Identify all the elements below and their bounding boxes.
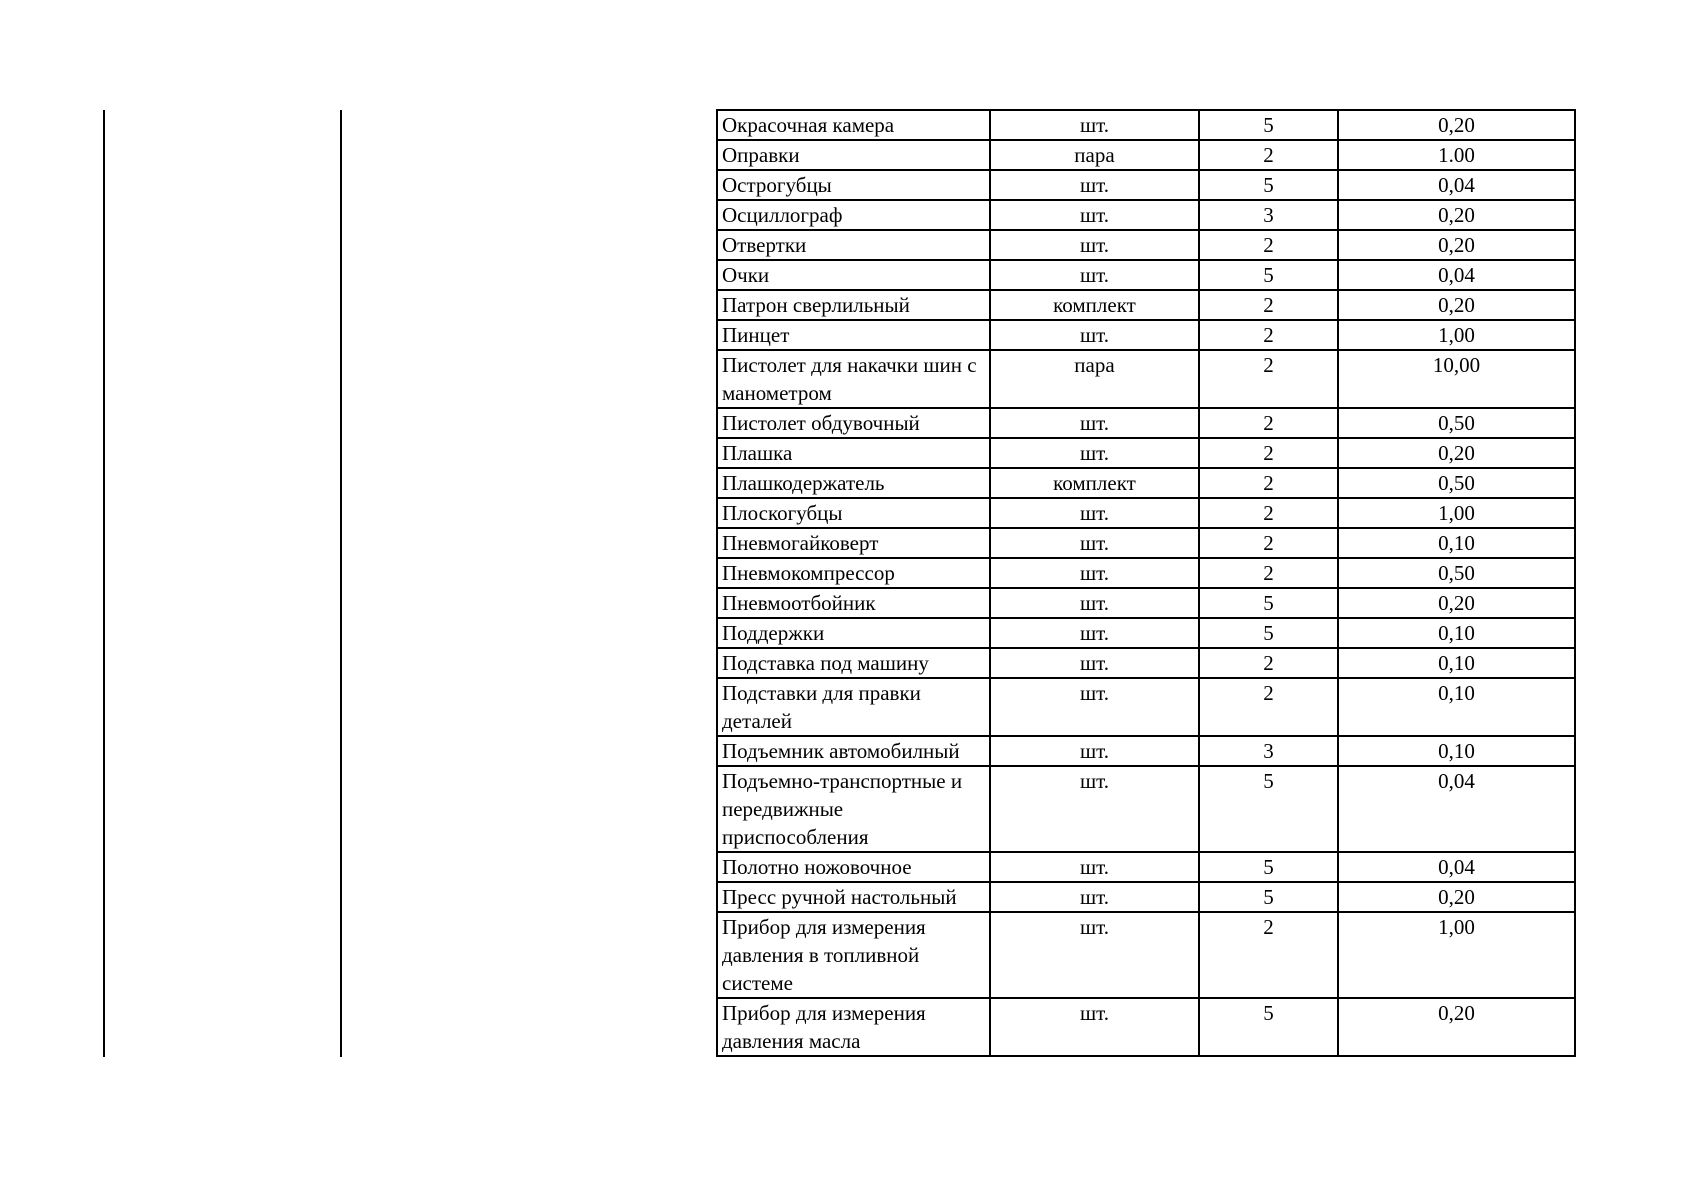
- coefficient-cell: 0,04: [1338, 852, 1575, 882]
- unit-cell: шт.: [990, 618, 1199, 648]
- item-name-cell: Очки: [717, 260, 990, 290]
- middle-border-line: [340, 110, 342, 1057]
- coefficient-cell: 0,20: [1338, 882, 1575, 912]
- unit-cell: шт.: [990, 852, 1199, 882]
- quantity-cell: 2: [1199, 528, 1338, 558]
- table-row: [717, 736, 1575, 766]
- quantity-cell: 3: [1199, 736, 1338, 766]
- table-row: [717, 912, 1575, 998]
- item-name-cell: Поддержки: [717, 618, 990, 648]
- coefficient-cell: 0,10: [1338, 618, 1575, 648]
- coefficient-cell: 0,20: [1338, 290, 1575, 320]
- quantity-cell: 2: [1199, 350, 1338, 408]
- table-row: [717, 200, 1575, 230]
- quantity-cell: 2: [1199, 678, 1338, 736]
- coefficient-cell: 0,20: [1338, 588, 1575, 618]
- table-row: [717, 852, 1575, 882]
- coefficient-cell: 0,10: [1338, 648, 1575, 678]
- table-row: [717, 408, 1575, 438]
- coefficient-cell: 0,20: [1338, 438, 1575, 468]
- quantity-cell: 2: [1199, 498, 1338, 528]
- item-name-cell: Пинцет: [717, 320, 990, 350]
- coefficient-cell: 0,04: [1338, 766, 1575, 852]
- table-row: [717, 498, 1575, 528]
- coefficient-cell: 0,50: [1338, 468, 1575, 498]
- coefficient-cell: 0,10: [1338, 736, 1575, 766]
- coefficient-cell: 0,20: [1338, 200, 1575, 230]
- coefficient-cell: 1,00: [1338, 498, 1575, 528]
- item-name-cell: Оправки: [717, 140, 990, 170]
- quantity-cell: 5: [1199, 882, 1338, 912]
- table-row: [717, 618, 1575, 648]
- unit-cell: шт.: [990, 588, 1199, 618]
- unit-cell: шт.: [990, 408, 1199, 438]
- unit-cell: пара: [990, 350, 1199, 408]
- item-name-cell: Подставки для правки деталей: [717, 678, 990, 736]
- item-name-cell: Прибор для измерения давления масла: [717, 998, 990, 1056]
- quantity-cell: 2: [1199, 320, 1338, 350]
- item-name-cell: Плашка: [717, 438, 990, 468]
- quantity-cell: 5: [1199, 260, 1338, 290]
- coefficient-cell: 0,20: [1338, 110, 1575, 140]
- coefficient-cell: 1,00: [1338, 320, 1575, 350]
- table-row: [717, 528, 1575, 558]
- table-row: [717, 558, 1575, 588]
- unit-cell: шт.: [990, 912, 1199, 998]
- table-row: [717, 678, 1575, 736]
- item-name-cell: Пневмоотбойник: [717, 588, 990, 618]
- coefficient-cell: 0,10: [1338, 528, 1575, 558]
- table-row: [717, 588, 1575, 618]
- coefficient-cell: 0,50: [1338, 558, 1575, 588]
- table-row: [717, 468, 1575, 498]
- coefficient-cell: 0,04: [1338, 260, 1575, 290]
- quantity-cell: 2: [1199, 230, 1338, 260]
- item-name-cell: Пистолет обдувочный: [717, 408, 990, 438]
- table-row: [717, 350, 1575, 408]
- unit-cell: шт.: [990, 200, 1199, 230]
- quantity-cell: 2: [1199, 438, 1338, 468]
- item-name-cell: Прибор для измерения давления в топливной системе: [717, 912, 990, 998]
- unit-cell: шт.: [990, 230, 1199, 260]
- table-row: [717, 140, 1575, 170]
- quantity-cell: 5: [1199, 170, 1338, 200]
- item-name-cell: Подъемно-транспортные и передвижные приспособления: [717, 766, 990, 852]
- coefficient-cell: 1.00: [1338, 140, 1575, 170]
- unit-cell: шт.: [990, 110, 1199, 140]
- unit-cell: комплект: [990, 290, 1199, 320]
- quantity-cell: 2: [1199, 468, 1338, 498]
- unit-cell: пара: [990, 140, 1199, 170]
- unit-cell: шт.: [990, 882, 1199, 912]
- table-row: [717, 766, 1575, 852]
- unit-cell: комплект: [990, 468, 1199, 498]
- quantity-cell: 5: [1199, 766, 1338, 852]
- table-row: [717, 882, 1575, 912]
- unit-cell: шт.: [990, 736, 1199, 766]
- table-row: [717, 260, 1575, 290]
- item-name-cell: Полотно ножовочное: [717, 852, 990, 882]
- item-name-cell: Отвертки: [717, 230, 990, 260]
- quantity-cell: 3: [1199, 200, 1338, 230]
- table-row: [717, 290, 1575, 320]
- item-name-cell: Пневмогайковерт: [717, 528, 990, 558]
- item-name-cell: Осциллограф: [717, 200, 990, 230]
- unit-cell: шт.: [990, 678, 1199, 736]
- table-row: [717, 230, 1575, 260]
- unit-cell: шт.: [990, 998, 1199, 1056]
- unit-cell: шт.: [990, 260, 1199, 290]
- table-row: [717, 648, 1575, 678]
- quantity-cell: 5: [1199, 110, 1338, 140]
- unit-cell: шт.: [990, 766, 1199, 852]
- unit-cell: шт.: [990, 498, 1199, 528]
- coefficient-cell: 0,04: [1338, 170, 1575, 200]
- coefficient-cell: 0,20: [1338, 998, 1575, 1056]
- item-name-cell: Пневмокомпрессор: [717, 558, 990, 588]
- quantity-cell: 2: [1199, 912, 1338, 998]
- item-name-cell: Плашкодержатель: [717, 468, 990, 498]
- quantity-cell: 2: [1199, 648, 1338, 678]
- table-row: [717, 320, 1575, 350]
- unit-cell: шт.: [990, 528, 1199, 558]
- quantity-cell: 5: [1199, 998, 1338, 1056]
- coefficient-cell: 0,20: [1338, 230, 1575, 260]
- item-name-cell: Острогубцы: [717, 170, 990, 200]
- table-row: [717, 438, 1575, 468]
- item-name-cell: Окрасочная камера: [717, 110, 990, 140]
- equipment-table: [716, 109, 1576, 1057]
- coefficient-cell: 0,10: [1338, 678, 1575, 736]
- quantity-cell: 2: [1199, 558, 1338, 588]
- quantity-cell: 5: [1199, 618, 1338, 648]
- unit-cell: шт.: [990, 320, 1199, 350]
- unit-cell: шт.: [990, 438, 1199, 468]
- equipment-table-body: [717, 110, 1575, 1056]
- item-name-cell: Подъемник автомобилный: [717, 736, 990, 766]
- item-name-cell: Подставка под машину: [717, 648, 990, 678]
- coefficient-cell: 0,50: [1338, 408, 1575, 438]
- item-name-cell: Плоскогубцы: [717, 498, 990, 528]
- unit-cell: шт.: [990, 558, 1199, 588]
- item-name-cell: Пресс ручной настольный: [717, 882, 990, 912]
- table-row: [717, 110, 1575, 140]
- quantity-cell: 5: [1199, 588, 1338, 618]
- unit-cell: шт.: [990, 648, 1199, 678]
- quantity-cell: 2: [1199, 140, 1338, 170]
- quantity-cell: 2: [1199, 290, 1338, 320]
- quantity-cell: 5: [1199, 852, 1338, 882]
- item-name-cell: Пистолет для накачки шин с манометром: [717, 350, 990, 408]
- table-row: [717, 998, 1575, 1056]
- item-name-cell: Патрон сверлильный: [717, 290, 990, 320]
- unit-cell: шт.: [990, 170, 1199, 200]
- coefficient-cell: 10,00: [1338, 350, 1575, 408]
- coefficient-cell: 1,00: [1338, 912, 1575, 998]
- quantity-cell: 2: [1199, 408, 1338, 438]
- table-row: [717, 170, 1575, 200]
- left-border-line: [103, 110, 105, 1057]
